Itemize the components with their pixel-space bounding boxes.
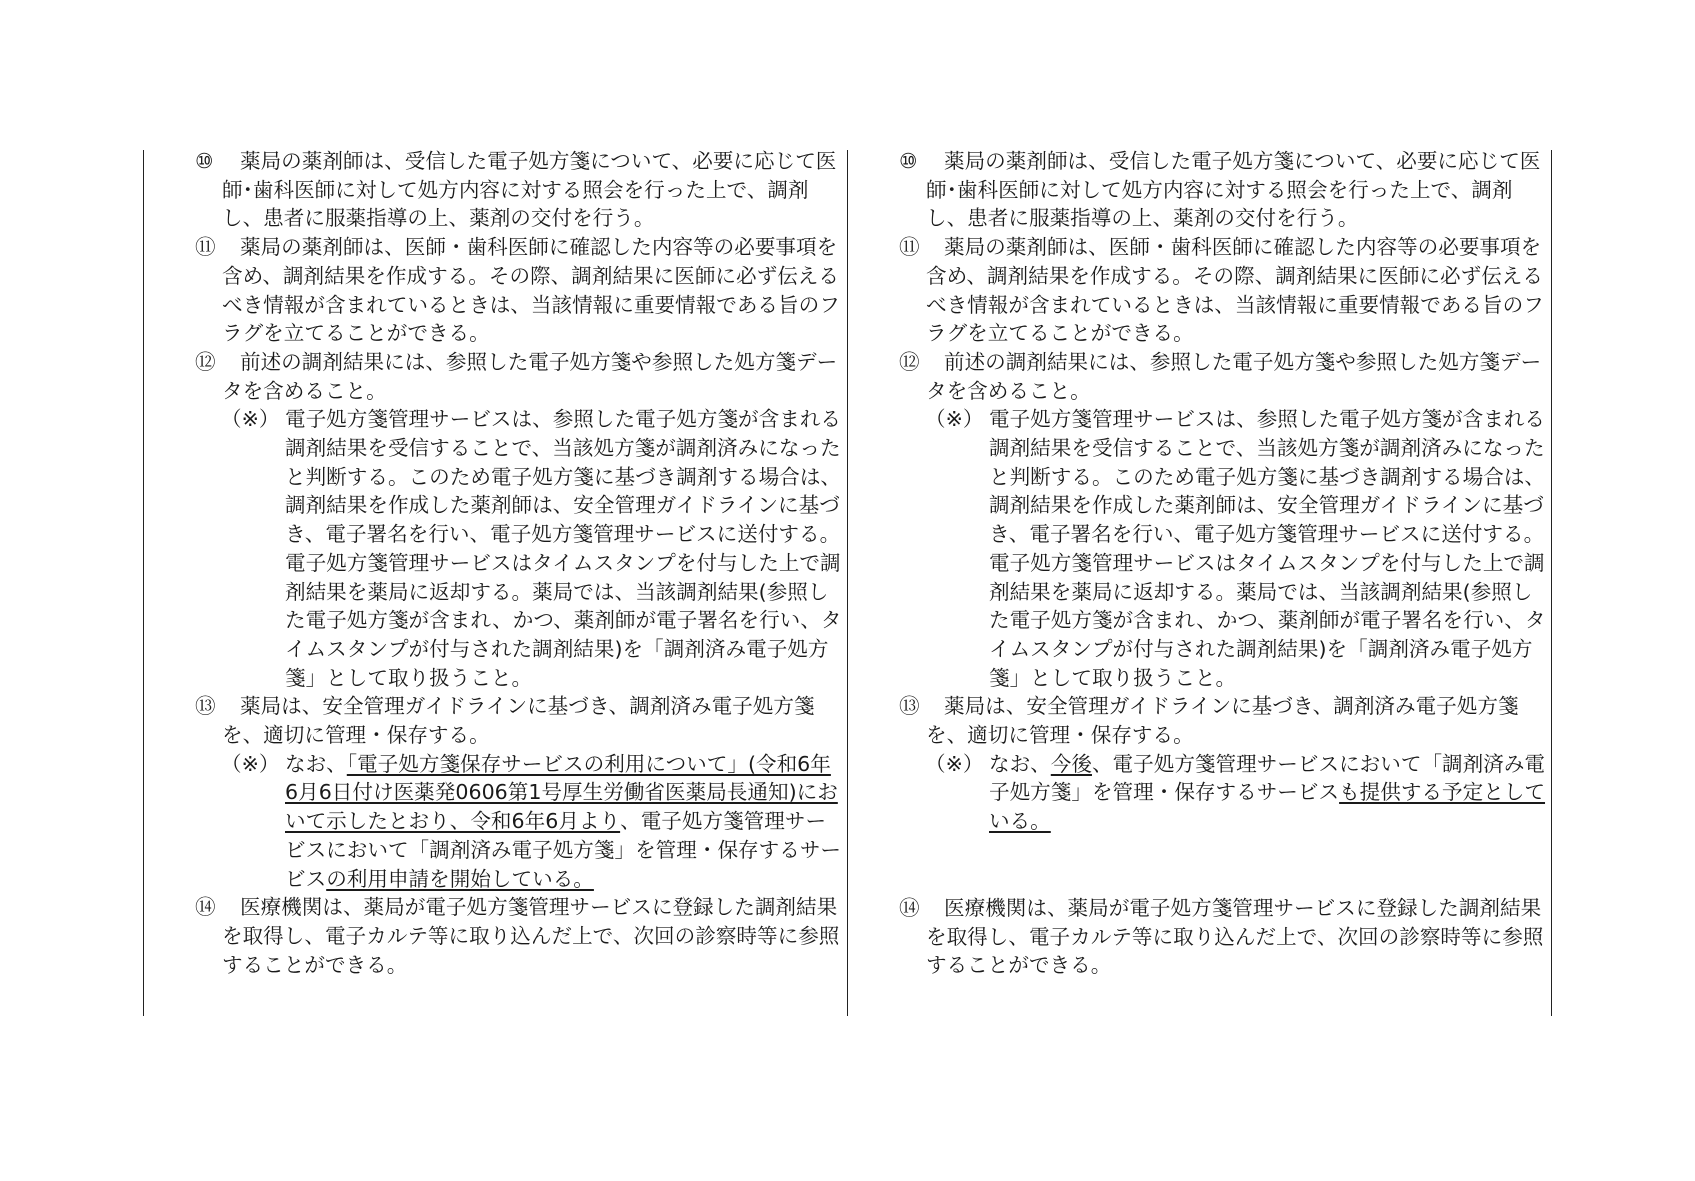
item-12 <box>899 348 1547 405</box>
note-mark: （※） <box>221 407 280 432</box>
item-text: 薬局は、安全管理ガイドラインに基づき、調剤済み電子処方箋を、適切に管理・保存する。 <box>926 694 1519 748</box>
note-underlined-text: 今後 <box>1050 751 1092 776</box>
note-mark: （※） <box>221 751 280 776</box>
note-13 <box>195 750 843 894</box>
item-12 <box>195 348 843 405</box>
note-12 <box>195 405 843 692</box>
item-10 <box>899 147 1547 233</box>
item-number: ⑬ <box>899 694 920 719</box>
item-number: ⑩ <box>899 149 918 173</box>
note-text: なお、 <box>285 751 347 776</box>
note-mark: （※） <box>925 407 984 432</box>
item-text: 前述の調剤結果には、参照した電子処方箋や参照した処方箋データを含めること。 <box>926 349 1542 403</box>
right-border-line <box>1551 150 1552 1016</box>
item-number: ⑪ <box>899 235 920 260</box>
item-text: 薬局の薬剤師は、医師・歯科医師に確認した内容等の必要事項を含め、調剤結果を作成する。その際、調剤結果に医師に必ず伝えるべき情報が含まれているときは、当該情報に重要情報である旨のフラグを立てることができる。 <box>222 235 840 346</box>
item-text: 薬局の薬剤師は、受信した電子処方箋について、必要に応じて医師･歯科医師に対して処方内容に対する照会を行った上で、調剤し、患者に服薬指導の上、薬剤の交付を行う。 <box>222 149 837 231</box>
item-11 <box>195 233 843 348</box>
note-underlined-text: も提供する予定としている。 <box>989 780 1546 834</box>
item-number: ⑩ <box>195 149 214 173</box>
item-text: 医療機関は、薬局が電子処方箋管理サービスに登録した調剤結果を取得し、電子カルテ等に取り込んだ上で、次回の診察時等に参照することができる。 <box>222 895 840 977</box>
item-13 <box>195 692 843 749</box>
note-text: 、電子処方箋管理サービスにおいて「調剤済み電子処方箋」を管理・保存するサービス <box>285 809 842 891</box>
spacer <box>899 836 1547 894</box>
note-text: 、電子処方箋管理サービスにおいて「調剤済み電子処方箋」を管理・保存するサービス <box>989 751 1546 805</box>
center-divider-line <box>847 150 848 1016</box>
item-text: 前述の調剤結果には、参照した電子処方箋や参照した処方箋データを含めること。 <box>222 349 838 403</box>
item-number: ⑫ <box>899 349 920 374</box>
item-text: 医療機関は、薬局が電子処方箋管理サービスに登録した調剤結果を取得し、電子カルテ等に取り込んだ上で、次回の診察時等に参照することができる。 <box>926 895 1544 978</box>
item-13 <box>899 692 1547 749</box>
item-text: 薬局の薬剤師は、受信した電子処方箋について、必要に応じて医師･歯科医師に対して処方内容に対する照会を行った上で、調剤し、患者に服薬指導の上、薬剤の交付を行う。 <box>926 149 1541 231</box>
item-14 <box>899 894 1547 980</box>
note-mark: （※） <box>925 751 984 776</box>
item-10 <box>195 147 843 233</box>
note-text: 電子処方箋管理サービスは、参照した電子処方箋が含まれる調剤結果を受信することで、当該処方箋が調剤済みになったと判断する。このため電子処方箋に基づき調剤する場合は、調剤結果を作成した薬剤師は、安全管理ガイドラインに基づき、電子署名を行い、電子処方箋管理サービスに送付する。電子処方箋管理サービスはタイムスタンプを付与した上で調剤結果を薬局に返却する。薬局では、当該調剤結果(参照した電子処方箋が含まれ、かつ、薬剤師が電子署名を行い、タイムスタンプが付与された調剤結果)を「調剤済み電子処方箋」として取り扱うこと。 <box>989 407 1546 690</box>
note-underlined-text: 「電子処方箋保存サービスの利用について」(令和6年6月6日付け医薬発0606第1号厚生労働省医薬局長通知)において示したとおり、令和6年6月より <box>285 751 838 834</box>
item-number: ⑭ <box>195 895 216 920</box>
note-13 <box>899 750 1547 836</box>
note-12 <box>899 405 1547 692</box>
item-text: 薬局は、安全管理ガイドラインに基づき、調剤済み電子処方箋を、適切に管理・保存する。 <box>222 694 815 748</box>
item-number: ⑪ <box>195 235 216 260</box>
item-number: ⑭ <box>899 895 920 920</box>
left-border-line <box>143 150 144 1016</box>
item-14 <box>195 893 843 979</box>
note-underlined-text: の利用申請を開始している。 <box>326 866 594 891</box>
note-text: 電子処方箋管理サービスは、参照した電子処方箋が含まれる調剤結果を受信することで、当該処方箋が調剤済みになったと判断する。このため電子処方箋に基づき調剤する場合は、調剤結果を作成した薬剤師は、安全管理ガイドラインに基づき、電子署名を行い、電子処方箋管理サービスに送付する。電子処方箋管理サービスはタイムスタンプを付与した上で調剤結果を薬局に返却する。薬局では、当該調剤結果(参照した電子処方箋が含まれ、かつ、薬剤師が電子署名を行い、タイムスタンプが付与された調剤結果)を「調剤済み電子処方箋」として取り扱うこと。 <box>285 407 842 690</box>
right-column <box>899 147 1547 980</box>
item-number: ⑬ <box>195 694 216 719</box>
note-text: なお、 <box>989 751 1051 776</box>
left-column <box>195 147 843 979</box>
item-text: 薬局の薬剤師は、医師・歯科医師に確認した内容等の必要事項を含め、調剤結果を作成する。その際、調剤結果に医師に必ず伝えるべき情報が含まれているときは、当該情報に重要情報である旨のフラグを立てることができる。 <box>926 235 1544 346</box>
item-number: ⑫ <box>195 349 216 374</box>
item-11 <box>899 233 1547 348</box>
